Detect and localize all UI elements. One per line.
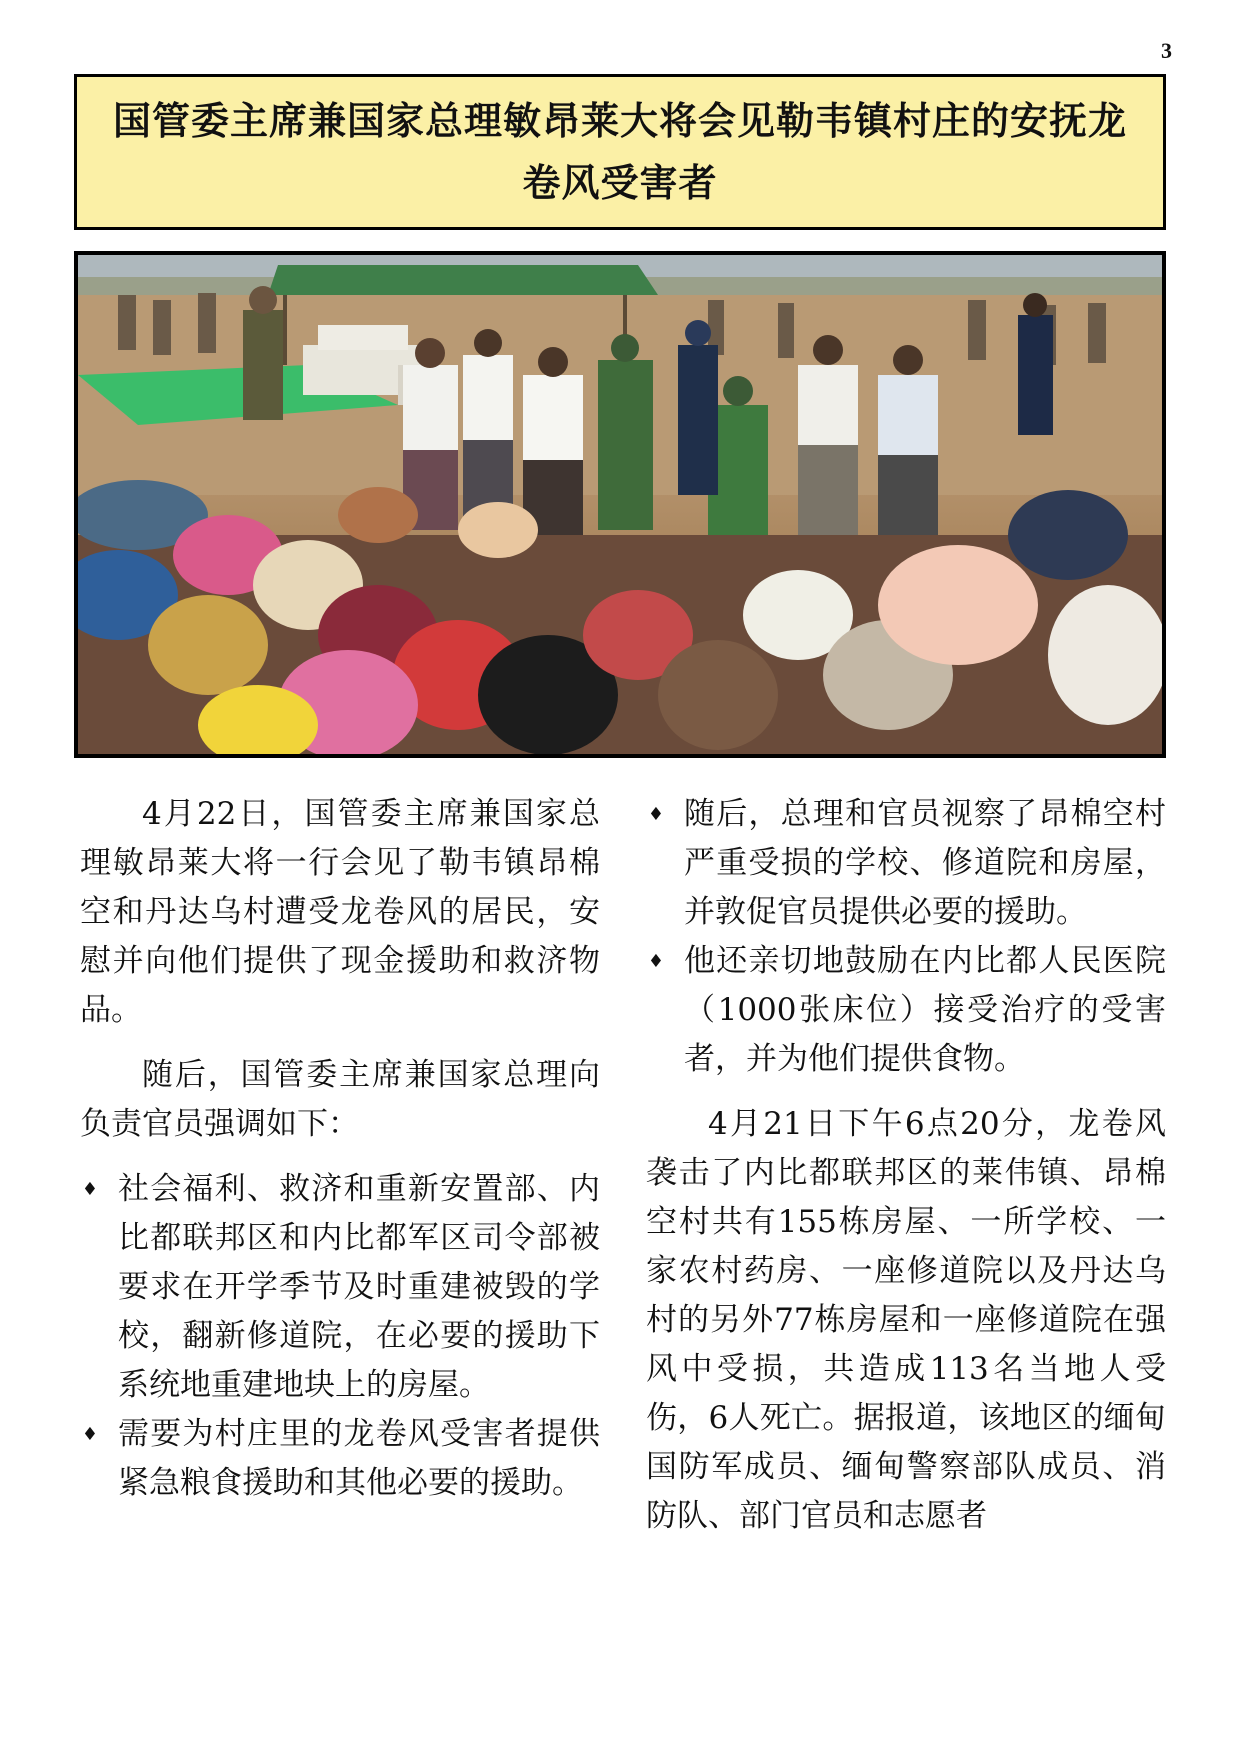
list-item — [646, 937, 1166, 1084]
directive-intro-paragraph: 随后，国管委主席兼国家总理向负责官员强调如下： — [80, 1057, 600, 1142]
diamond-bullet-icon: ♦ — [647, 951, 665, 972]
page-number: 3 — [1161, 38, 1172, 63]
title-box — [74, 74, 1166, 230]
diamond-bullet-icon: ♦ — [647, 804, 665, 825]
list-item-text: 社会福利、救济和重新安置部、内比都联邦区和内比都军区司令部被要求在开学季节及时重建被毁的学校，翻新修道院，在必要的援助下系统地重建地块上的房屋。 — [118, 1171, 600, 1403]
directive-list — [80, 1165, 600, 1508]
diamond-bullet-icon: ♦ — [81, 1424, 99, 1445]
tornado-report-paragraph: 4月21日下午6点20分，龙卷风袭击了内比都联邦区的莱伟镇、昂棉空村共有155栋房屋、一所学校、一家农村药房、一座修道院以及丹达乌村的另外77栋房屋和一座修道院在强风中受损，共造成113名当地人受伤，6人死亡。据报道，该地区的缅甸国防军成员、缅甸警察部队成员、消防队、部门官员和志愿者 — [646, 1106, 1166, 1534]
diamond-bullet-icon: ♦ — [81, 1179, 99, 1200]
inspection-list — [646, 790, 1166, 1084]
photo-illustration — [78, 255, 1162, 754]
page-title: 国管委主席兼国家总理敏昂莱大将会见勒韦镇村庄的安抚龙卷风受害者 — [112, 99, 1127, 205]
news-photo — [74, 251, 1166, 758]
left-column — [80, 790, 600, 1508]
list-item-text: 他还亲切地鼓励在内比都人民医院（1000张床位）接受治疗的受害者，并为他们提供食物。 — [684, 943, 1166, 1077]
list-item — [646, 790, 1166, 937]
right-column — [646, 790, 1166, 1541]
list-item-text: 随后，总理和官员视察了昂棉空村严重受损的学校、修道院和房屋，并敦促官员提供必要的援助。 — [684, 796, 1166, 930]
intro-paragraph: 4月22日，国管委主席兼国家总理敏昂莱大将一行会见了勒韦镇昂棉空和丹达乌村遭受龙卷风的居民，安慰并向他们提供了现金援助和救济物品。 — [80, 796, 600, 1028]
list-item — [80, 1410, 600, 1508]
list-item — [80, 1165, 600, 1410]
list-item-text: 需要为村庄里的龙卷风受害者提供紧急粮食援助和其他必要的援助。 — [118, 1416, 600, 1501]
